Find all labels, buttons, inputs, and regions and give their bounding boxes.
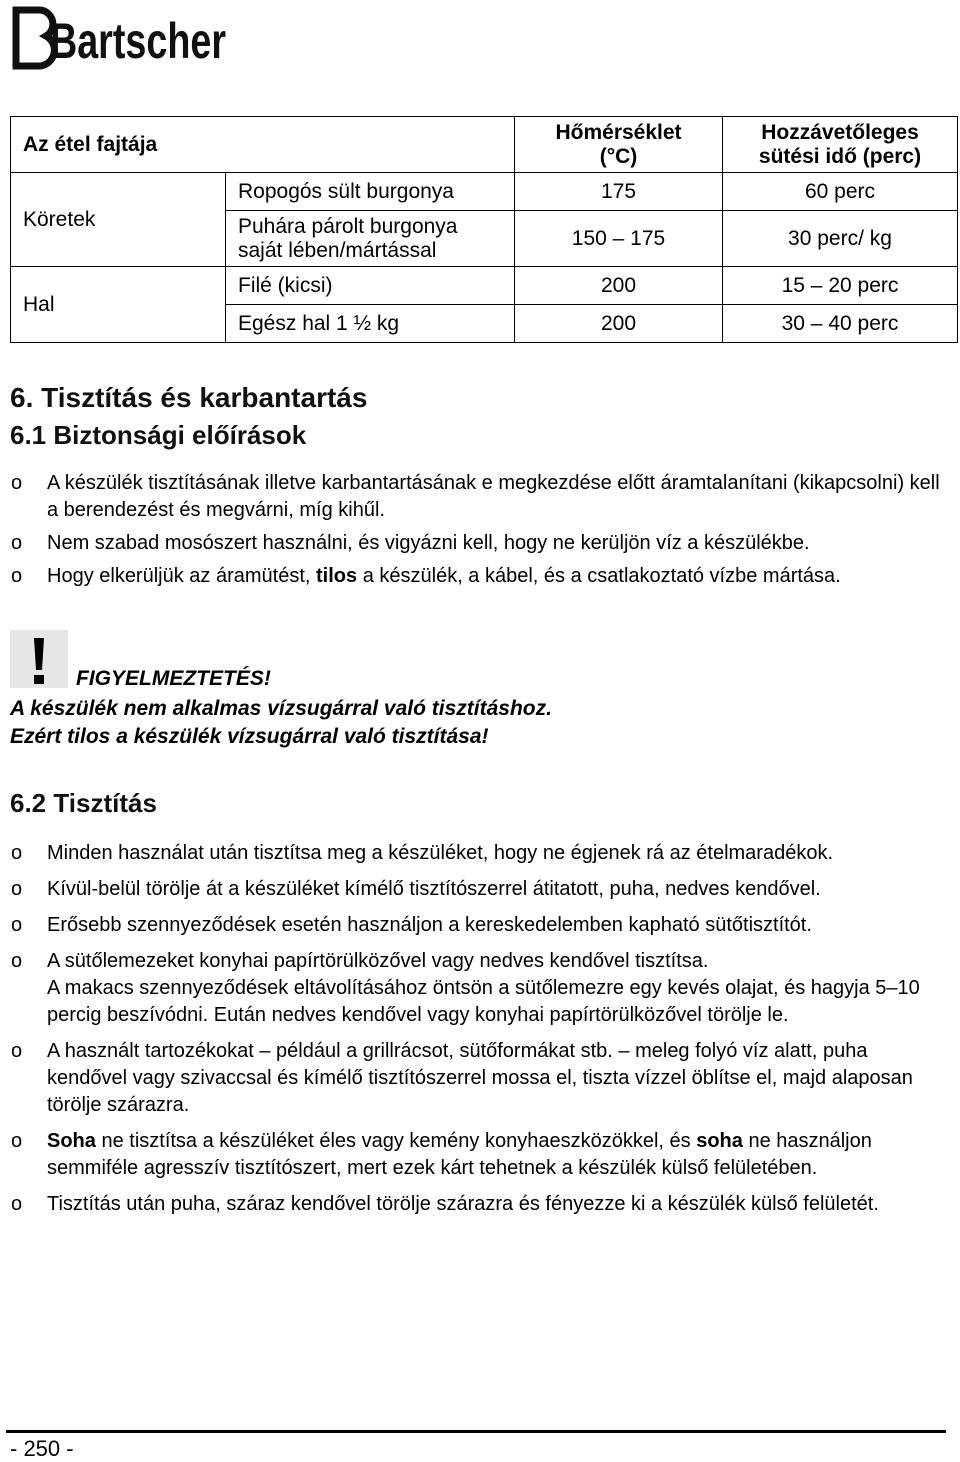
bartscher-logo-icon — [10, 4, 230, 68]
dish-time: 30 perc/ kg — [723, 211, 958, 267]
bullet-icon: o — [11, 472, 23, 494]
section-title: 6. Tisztítás és karbantartás — [10, 382, 368, 413]
page-number: - 250 - — [10, 1436, 74, 1461]
bullet-icon: o — [11, 842, 23, 864]
list-item: o A használt tartozékokat – például a grillrácsot, sütőformákat stb. – meleg folyó víz alatt, puha kendővel vagy szivaccsal és kímélő tisztítószerrel mossa el, tiszta vízzel öblítse el, majd alaposan törölje szárazra. — [11, 1040, 913, 1116]
subsection-title-safety: 6.1 Biztonsági előírások — [10, 420, 307, 450]
table-row — [11, 267, 958, 305]
cooking-table — [10, 116, 958, 343]
list-item: o Hogy elkerüljük az áramütést, tilos a készülék, a kábel, és a csatlakoztató vízbe mártása. — [10, 563, 950, 590]
list-item: o A készülék tisztításának illetve karbantartásának e megkezdése előtt áramtalanítani (kikapcsolni) kell a berendezést és megvárni, míg kihűl. — [11, 472, 940, 521]
dish-time: 15 – 20 perc — [723, 267, 958, 305]
bullet-icon: o — [11, 878, 23, 900]
bullet-icon: o — [11, 950, 23, 972]
subsection-title-cleaning: 6.2 Tisztítás — [10, 788, 157, 818]
bullet-icon: o — [11, 1193, 23, 1215]
dish-time: 30 – 40 perc — [723, 305, 958, 343]
warning-title: FIGYELMEZTETÉS! — [76, 667, 271, 690]
table-header-row — [11, 117, 958, 173]
header-temperature: Hőmérséklet (°C) — [515, 117, 723, 173]
dish-temp: 200 — [515, 305, 723, 343]
dish-temp: 150 – 175 — [515, 211, 723, 267]
list-item: o A sütőlemezeket konyhai papírtörülközővel vagy nedves kendővel tisztítsa. A makacs szennyeződések eltávolításához öntsön a sütőlemezre egy kevés olajat, és hagyja 5–10 percig beszívódni. Eután nedves kendővel vagy konyhai papírtörülközővel törölje le. — [11, 950, 920, 1026]
logo-wordmark: Bartscher — [50, 13, 226, 69]
dish-time: 60 perc — [723, 173, 958, 211]
bullet-icon: o — [11, 565, 23, 587]
cleaning-list — [10, 840, 950, 1218]
bullet-icon: o — [11, 532, 23, 554]
list-item: o Nem szabad mosószert használni, és vigyázni kell, hogy ne kerüljön víz a készülékbe. — [10, 530, 950, 557]
list-item: o Minden használat után tisztítsa meg a készüléket, hogy ne égjenek rá az ételmaradékok. — [10, 840, 950, 867]
brand-logo — [10, 4, 230, 68]
warning-text: Ezért tilos a készülék vízsugárral való tisztítása! — [10, 725, 489, 748]
bullet-icon: o — [11, 1130, 23, 1152]
dish-name: Ropogós sült burgonya — [226, 173, 515, 211]
safety-list — [10, 470, 950, 590]
dish-temp: 175 — [515, 173, 723, 211]
group-label: Köretek — [11, 173, 226, 267]
warning-text: A készülék nem alkalmas vízsugárral való tisztításhoz. — [10, 697, 552, 720]
table-row — [11, 173, 958, 211]
dish-name: Filé (kicsi) — [226, 267, 515, 305]
list-item: o Kívül-belül törölje át a készüléket kímélő tisztítószerrel átitatott, puha, nedves kendővel. — [10, 876, 950, 903]
bullet-icon: o — [11, 1040, 23, 1062]
bullet-icon: o — [11, 914, 23, 936]
header-food-type: Az étel fajtája — [11, 117, 226, 173]
list-item: o Tisztítás után puha, száraz kendővel törölje szárazra és fényezze ki a készülék külső felületét. — [10, 1191, 950, 1218]
dish-name: Puhára párolt burgonya saját lében/mártással — [226, 211, 515, 267]
header-time: Hozzávetőleges sütési idő (perc) — [723, 117, 958, 173]
list-item: o Soha ne tisztítsa a készüléket éles vagy kemény konyhaeszközökkel, és soha ne használjon semmiféle agresszív tisztítószert, mert ezek kárt tehetnek a készülék külső felületében. — [11, 1130, 872, 1179]
dish-temp: 200 — [515, 267, 723, 305]
dish-name: Egész hal 1 ½ kg — [226, 305, 515, 343]
list-item: o Erősebb szennyeződések esetén használjon a kereskedelemben kapható sütőtisztítót. — [10, 912, 950, 939]
header-empty — [226, 117, 515, 173]
group-label: Hal — [11, 267, 226, 343]
footer-divider — [6, 1430, 946, 1433]
exclamation-warning-icon — [10, 630, 68, 688]
